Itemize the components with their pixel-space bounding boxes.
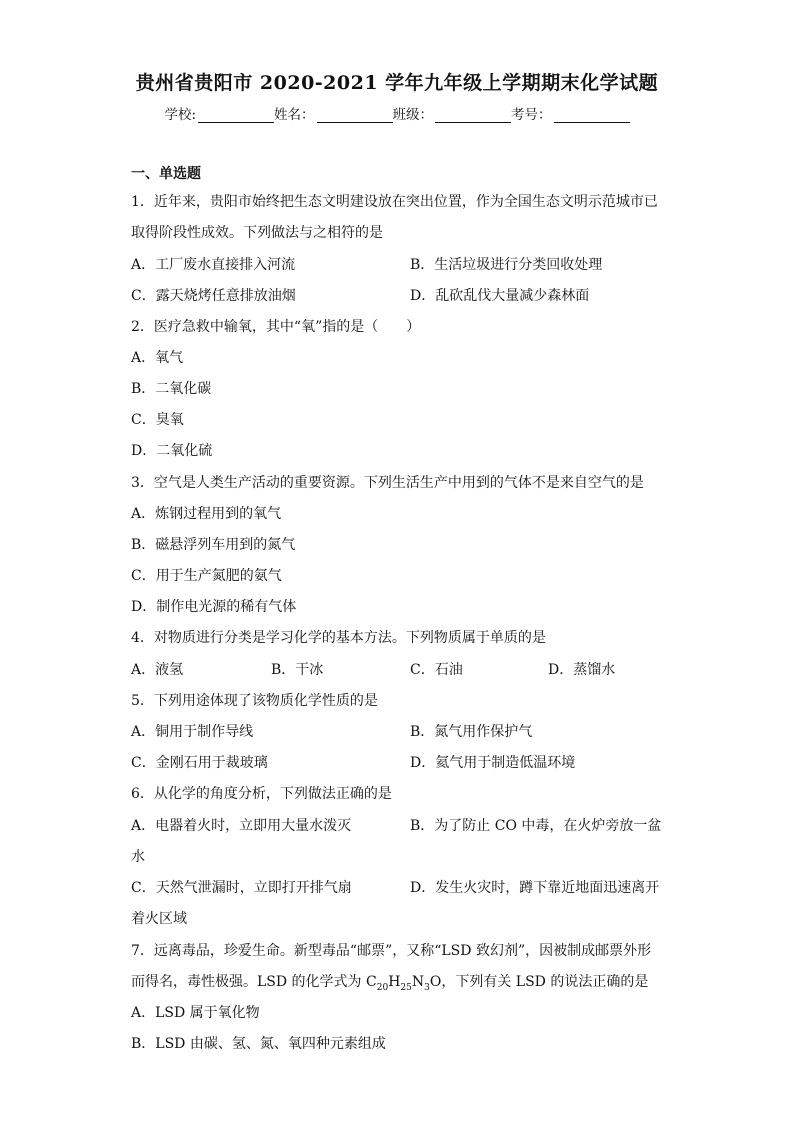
q3-stem: 3．空气是人类生产活动的重要资源。下列生活生产中用到的气体不是来自空气的是 (131, 475, 644, 491)
q7-stem-line2 (131, 971, 648, 993)
name-blank[interactable] (317, 108, 393, 123)
q2-stem: 2．医疗急救中输氧，其中“氧”指的是（ ） (131, 319, 421, 335)
name-field (274, 103, 393, 123)
student-info-row (0, 103, 794, 123)
q6-option-d-line2: 着火区域 (131, 911, 187, 927)
q7-sub-c: 20 (376, 982, 389, 993)
q1-stem-line1: 1．近年来，贵阳市始终把生态文明建设放在突出位置，作为全国生态文明示范城市已 (131, 194, 658, 210)
q2-option-c: C．臭氧 (131, 412, 184, 428)
q6-stem: 6．从化学的角度分析，下列做法正确的是 (131, 786, 392, 802)
q3-option-a: A．炼钢过程用到的氧气 (131, 506, 282, 522)
q7-symbol-n: N (411, 974, 425, 990)
q5-option-a: A．铜用于制作导线 (131, 724, 254, 740)
q3-option-b: B．磁悬浮列车用到的氮气 (131, 537, 296, 553)
q2-option-d: D．二氧化硫 (131, 443, 213, 459)
q6-option-d-line1: D．发生火灾时，蹲下靠近地面迅速离开 (410, 880, 660, 896)
q5-stem: 5．下列用途体现了该物质化学性质的是 (131, 693, 378, 709)
q2-option-b: B．二氧化碳 (131, 381, 212, 397)
q5-option-b: B．氮气用作保护气 (410, 724, 533, 740)
q7-stem-line2-suffix: O，下列有关 LSD 的说法正确的是 (429, 974, 649, 990)
q6-option-b-line1: B．为了防止 CO 中毒，在火炉旁放一盆 (410, 818, 662, 834)
q4-option-b: B．干冰 (271, 662, 324, 678)
q4-option-a: A．液氢 (131, 662, 184, 678)
q7-sub-h: 25 (400, 982, 412, 993)
exam-number-field (511, 103, 630, 123)
class-field (393, 103, 512, 123)
q1-option-c: C．露天烧烤任意排放油烟 (131, 288, 296, 304)
q7-stem-line1: 7．远离毒品，珍爱生命。新型毒品“邮票”，又称“LSD 致幻剂”，因被制成邮票外形 (131, 943, 652, 959)
exam-number-label: 考号： (511, 107, 552, 123)
q7-option-b: B．LSD 由碳、氢、氮、氧四种元素组成 (131, 1036, 386, 1052)
q2-option-a: A．氧气 (131, 350, 184, 366)
q4-stem: 4．对物质进行分类是学习化学的基本方法。下列物质属于单质的是 (131, 630, 546, 646)
q5-option-d: D．氦气用于制造低温环境 (410, 755, 576, 771)
q7-sub-n: 3 (424, 982, 430, 993)
q6-option-a: A．电器着火时，立即用大量水泼灭 (131, 818, 352, 834)
q1-option-d: D．乱砍乱伐大量减少森林面 (410, 288, 590, 304)
q6-option-c: C．天然气泄漏时，立即打开排气扇 (131, 880, 352, 896)
q7-stem-line2-prefix: 而得名，毒性极强。LSD 的化学式为 C (131, 974, 377, 990)
q1-stem-line2: 取得阶段性成效。下列做法与之相符的是 (131, 225, 383, 241)
class-label: 班级： (392, 107, 434, 123)
q4-option-c: C．石油 (410, 662, 463, 678)
name-label: 姓名： (274, 107, 315, 123)
q3-option-c: C．用于生产氮肥的氨气 (131, 568, 282, 584)
q7-option-a: A．LSD 属于氧化物 (131, 1005, 260, 1021)
q3-option-d: D．制作电光源的稀有气体 (131, 599, 297, 615)
page-title: 贵州省贵阳市 2020-2021 学年九年级上学期期末化学试题 (135, 72, 659, 94)
q6-option-b-line2: 水 (131, 849, 145, 865)
school-blank[interactable] (198, 108, 274, 123)
q7-symbol-h: H (388, 974, 401, 990)
school-label: 学校: (164, 107, 197, 123)
q4-option-d: D．蒸馏水 (548, 662, 616, 678)
q1-option-b: B．生活垃圾进行分类回收处理 (410, 257, 603, 273)
class-blank[interactable] (435, 108, 511, 123)
section-title: 一、单选题 (131, 166, 201, 182)
exam-number-blank[interactable] (554, 108, 630, 123)
q5-option-c: C．金刚石用于裁玻璃 (131, 755, 268, 771)
q1-option-a: A．工厂废水直接排入河流 (131, 257, 296, 273)
school-field (164, 103, 274, 123)
